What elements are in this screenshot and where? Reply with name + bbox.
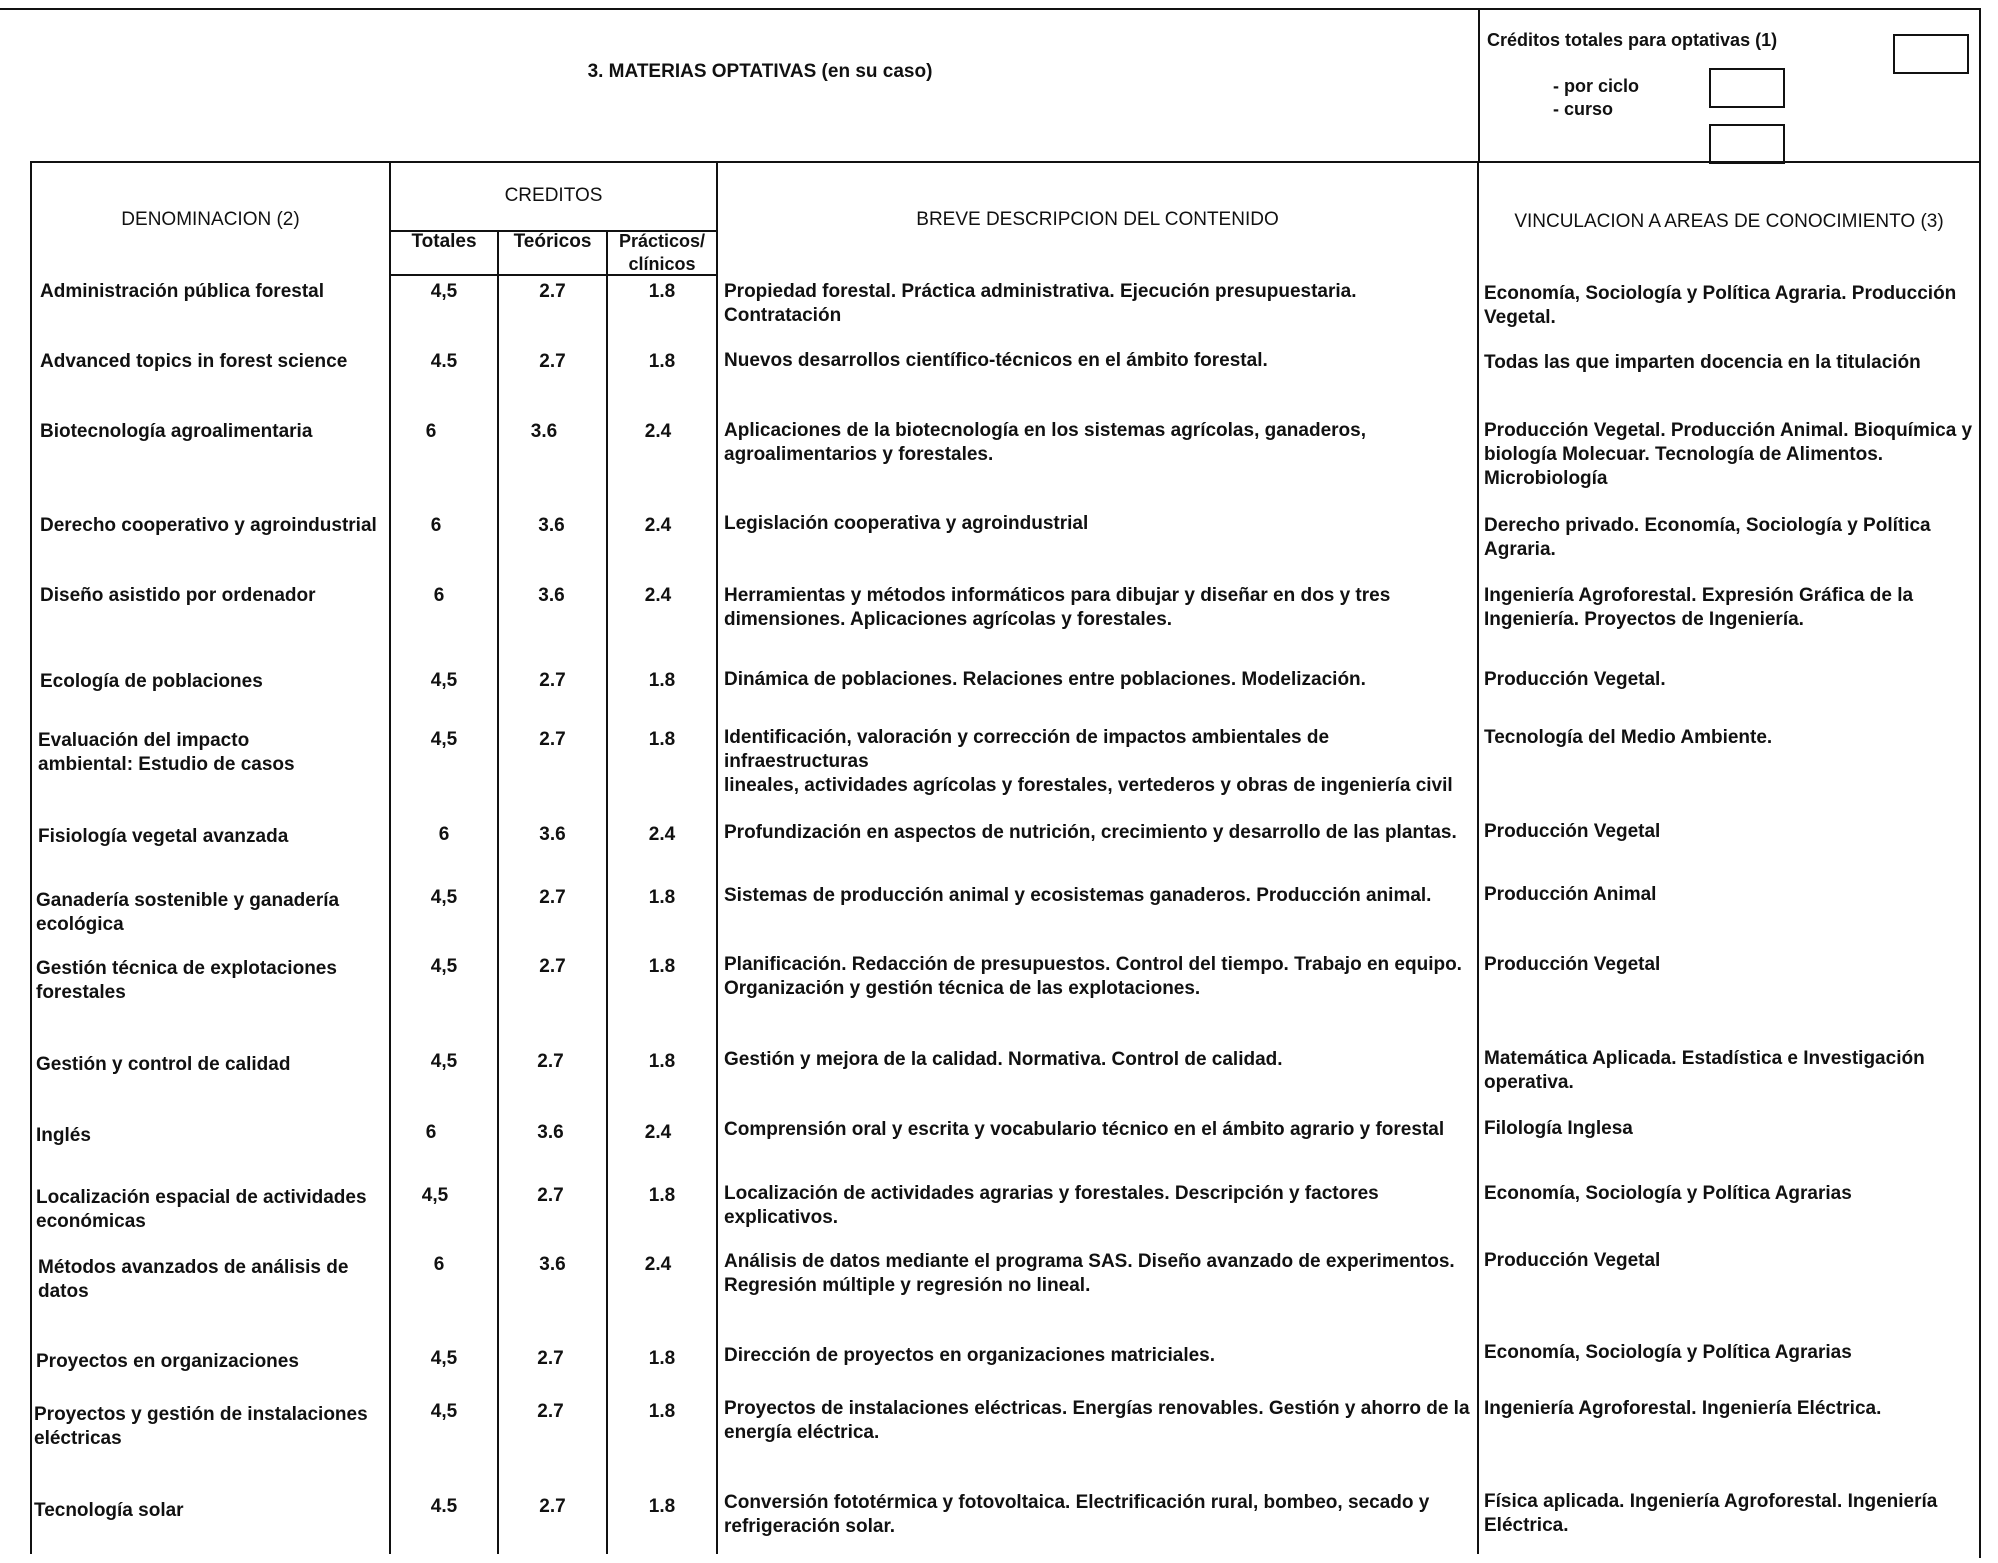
row-areas: Producción Vegetal bbox=[1484, 954, 1661, 975]
row-desc: Profundización en aspectos de nutrición, crecimiento y desarrollo de las plantas. bbox=[724, 822, 1457, 843]
row-totales: 6 bbox=[433, 1254, 445, 1275]
col-header-practicos: Prácticos/ clínicos bbox=[618, 231, 706, 274]
por-ciclo-label: - por ciclo bbox=[1553, 76, 1640, 96]
row-totales: 6 bbox=[433, 585, 445, 606]
row-totales: 6 bbox=[438, 824, 450, 845]
row-name: Administración pública forestal bbox=[40, 281, 324, 302]
row-totales: 4,5 bbox=[430, 670, 458, 691]
row-desc: Dinámica de poblaciones. Relaciones entre poblaciones. Modelización. bbox=[724, 669, 1366, 690]
row-practicos: 1.8 bbox=[648, 887, 676, 908]
row-totales: 4,5 bbox=[430, 281, 458, 302]
row-areas: Ingeniería Agroforestal. Expresión Gráfica de la Ingeniería. Proyectos de Ingeniería. bbox=[1484, 585, 1914, 630]
row-areas: Filología Inglesa bbox=[1484, 1118, 1633, 1139]
row-desc: Gestión y mejora de la calidad. Normativa. Control de calidad. bbox=[724, 1049, 1283, 1070]
row-desc: Legislación cooperativa y agroindustrial bbox=[724, 513, 1089, 534]
row-areas: Economía, Sociología y Política Agrarias bbox=[1484, 1183, 1852, 1204]
row-practicos: 1.8 bbox=[648, 281, 676, 302]
row-totales: 4,5 bbox=[430, 1348, 458, 1369]
row-desc: Identificación, valoración y corrección de impactos ambientales de infraestructuras lineales, actividades agrícolas y forestales, vertederos y obras de ingeniería civil bbox=[724, 727, 1453, 796]
row-desc: Localización de actividades agrarias y forestales. Descripción y factores explicativos. bbox=[724, 1183, 1379, 1228]
row-teoricos: 2.7 bbox=[539, 956, 566, 977]
row-teoricos: 2.7 bbox=[537, 1401, 564, 1422]
row-practicos: 2.4 bbox=[644, 421, 672, 442]
row-desc: Nuevos desarrollos científico-técnicos en el ámbito forestal. bbox=[724, 350, 1268, 371]
col-header-denominacion: DENOMINACION (2) bbox=[121, 209, 300, 230]
row-desc: Herramientas y métodos informáticos para dibujar y diseñar en dos y tres dimensiones. Aplicaciones agrícolas y forestales. bbox=[724, 585, 1391, 630]
row-practicos: 1.8 bbox=[648, 956, 676, 977]
curso-box bbox=[1709, 124, 1785, 164]
col-divider-4 bbox=[716, 161, 718, 1554]
row-practicos: 1.8 bbox=[648, 1348, 676, 1369]
row-desc: Proyectos de instalaciones eléctricas. Energías renovables. Gestión y ahorro de la energía eléctrica. bbox=[724, 1398, 1470, 1443]
curso-label: - curso bbox=[1553, 99, 1614, 119]
row-areas: Economía, Sociología y Política Agraria. Producción Vegetal. bbox=[1484, 283, 1957, 328]
row-name: Ecología de poblaciones bbox=[40, 671, 263, 692]
col-divider-5 bbox=[1477, 161, 1479, 1554]
row-practicos: 2.4 bbox=[644, 585, 672, 606]
row-name: Biotecnología agroalimentaria bbox=[40, 421, 313, 442]
creditos-totales-box bbox=[1893, 34, 1969, 74]
row-name: Tecnología solar bbox=[34, 1500, 184, 1521]
col-header-descripcion: BREVE DESCRIPCION DEL CONTENIDO bbox=[916, 209, 1279, 230]
row-name: Ganadería sostenible y ganadería ecológica bbox=[36, 890, 340, 935]
row-totales: 4.5 bbox=[430, 351, 458, 372]
row-name: Advanced topics in forest science bbox=[40, 351, 348, 372]
row-practicos: 1.8 bbox=[648, 729, 676, 750]
row-teoricos: 3.6 bbox=[539, 824, 566, 845]
row-teoricos: 3.6 bbox=[538, 515, 565, 536]
row-desc: Sistemas de producción animal y ecosistemas ganaderos. Producción animal. bbox=[724, 885, 1432, 906]
row-teoricos: 2.7 bbox=[537, 1051, 564, 1072]
row-totales: 4,5 bbox=[430, 1051, 458, 1072]
row-totales: 6 bbox=[425, 421, 437, 442]
row-practicos: 2.4 bbox=[644, 1122, 672, 1143]
row-practicos: 1.8 bbox=[648, 1051, 676, 1072]
row-teoricos: 3.6 bbox=[530, 421, 558, 442]
row-name: Localización espacial de actividades económicas bbox=[36, 1187, 367, 1232]
row-name: Evaluación del impacto ambiental: Estudio de casos bbox=[38, 730, 295, 775]
table-left-border bbox=[30, 161, 32, 1554]
row-practicos: 1.8 bbox=[648, 1496, 676, 1517]
row-areas: Economía, Sociología y Política Agrarias bbox=[1484, 1342, 1852, 1363]
table-top-border bbox=[30, 161, 1980, 163]
row-name: Derecho cooperativo y agroindustrial bbox=[40, 515, 377, 536]
row-teoricos: 3.6 bbox=[537, 1122, 564, 1143]
row-teoricos: 2.7 bbox=[537, 1185, 564, 1206]
row-teoricos: 2.7 bbox=[537, 1348, 564, 1369]
row-name: Proyectos en organizaciones bbox=[36, 1351, 299, 1372]
row-desc: Propiedad forestal. Práctica administrativa. Ejecución presupuestaria. Contratación bbox=[724, 281, 1357, 326]
col-header-totales: Totales bbox=[411, 231, 477, 252]
row-name: Inglés bbox=[36, 1125, 91, 1146]
row-totales: 4,5 bbox=[421, 1185, 449, 1206]
row-practicos: 2.4 bbox=[644, 515, 672, 536]
row-totales: 6 bbox=[430, 515, 442, 536]
row-teoricos: 2.7 bbox=[539, 887, 566, 908]
row-desc: Análisis de datos mediante el programa SAS. Diseño avanzado de experimentos. Regresión múltiple y regresión no lineal. bbox=[724, 1251, 1455, 1296]
row-teoricos: 2.7 bbox=[539, 670, 566, 691]
row-name: Proyectos y gestión de instalaciones eléctricas bbox=[34, 1404, 368, 1449]
row-practicos: 1.8 bbox=[648, 1185, 676, 1206]
row-teoricos: 2.7 bbox=[539, 729, 566, 750]
row-practicos: 1.8 bbox=[648, 1401, 676, 1422]
row-name: Gestión y control de calidad bbox=[36, 1054, 291, 1075]
creditos-totales-label: Créditos totales para optativas (1) bbox=[1487, 30, 1778, 50]
por-ciclo-box bbox=[1709, 68, 1785, 108]
row-name: Gestión técnica de explotaciones forestales bbox=[36, 958, 337, 1003]
section-title: 3. MATERIAS OPTATIVAS (en su caso) bbox=[587, 61, 933, 82]
col-header-creditos: CREDITOS bbox=[504, 185, 603, 206]
row-name: Métodos avanzados de análisis de datos bbox=[38, 1257, 349, 1302]
row-teoricos: 2.7 bbox=[539, 351, 566, 372]
header-divider bbox=[1478, 8, 1480, 163]
row-teoricos: 2.7 bbox=[539, 1496, 566, 1517]
col-header-vinculacion: VINCULACION A AREAS DE CONOCIMIENTO (3) bbox=[1514, 211, 1944, 232]
row-desc: Conversión fototérmica y fotovoltaica. Electrificación rural, bombeo, secado y refrigeración solar. bbox=[724, 1492, 1430, 1537]
row-areas: Derecho privado. Economía, Sociología y Política Agraria. bbox=[1484, 515, 1931, 560]
row-totales: 4,5 bbox=[430, 956, 458, 977]
row-areas: Producción Vegetal. bbox=[1484, 669, 1666, 690]
col-header-teoricos: Teóricos bbox=[513, 231, 592, 252]
row-practicos: 2.4 bbox=[644, 1254, 672, 1275]
row-practicos: 1.8 bbox=[648, 351, 676, 372]
row-areas: Ingeniería Agroforestal. Ingeniería Eléctrica. bbox=[1484, 1398, 1882, 1419]
row-totales: 4,5 bbox=[430, 729, 458, 750]
row-totales: 4.5 bbox=[430, 1496, 458, 1517]
row-totales: 4,5 bbox=[430, 1401, 458, 1422]
row-areas: Matemática Aplicada. Estadística e Investigación operativa. bbox=[1484, 1048, 1925, 1093]
row-teoricos: 3.6 bbox=[539, 1254, 566, 1275]
row-desc: Dirección de proyectos en organizaciones matriciales. bbox=[724, 1345, 1216, 1366]
row-desc: Comprensión oral y escrita y vocabulario técnico en el ámbito agrario y forestal bbox=[724, 1119, 1445, 1140]
row-totales: 4,5 bbox=[430, 887, 458, 908]
row-desc: Aplicaciones de la biotecnología en los sistemas agrícolas, ganaderos, agroalimentarios y forestales. bbox=[724, 420, 1366, 465]
row-areas: Tecnología del Medio Ambiente. bbox=[1484, 727, 1773, 748]
row-desc: Planificación. Redacción de presupuestos. Control del tiempo. Trabajo en equipo. Organización y gestión técnica de las explotaciones. bbox=[724, 954, 1462, 999]
row-totales: 6 bbox=[425, 1122, 437, 1143]
row-areas: Producción Vegetal. Producción Animal. Bioquímica y biología Molecuar. Tecnología de Alimentos. Microbiología bbox=[1484, 420, 1973, 489]
row-areas: Todas las que imparten docencia en la titulación bbox=[1484, 352, 1921, 373]
row-name: Fisiología vegetal avanzada bbox=[38, 826, 289, 847]
row-areas: Producción Vegetal bbox=[1484, 1250, 1661, 1271]
row-areas: Física aplicada. Ingeniería Agroforestal. Ingeniería Eléctrica. bbox=[1484, 1491, 1938, 1536]
row-areas: Producción Animal bbox=[1484, 884, 1657, 905]
top-border bbox=[0, 8, 1980, 10]
row-areas: Producción Vegetal bbox=[1484, 821, 1661, 842]
row-name: Diseño asistido por ordenador bbox=[40, 585, 316, 606]
row-teoricos: 2.7 bbox=[539, 281, 566, 302]
row-teoricos: 3.6 bbox=[538, 585, 565, 606]
right-border bbox=[1979, 8, 1981, 1558]
row-practicos: 2.4 bbox=[648, 824, 676, 845]
row-practicos: 1.8 bbox=[648, 670, 676, 691]
